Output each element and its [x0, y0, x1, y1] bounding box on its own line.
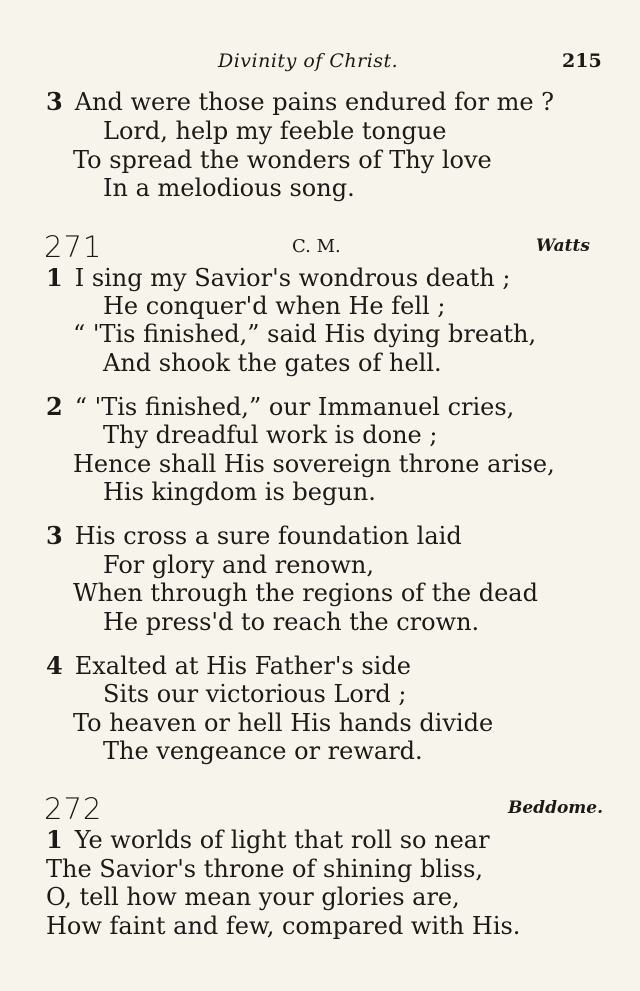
- verse-line: Sits our victorious Lord ;: [103, 680, 407, 708]
- verse-line: The vengeance or reward.: [103, 737, 423, 765]
- verse-line-text: Exalted at His Father's side: [74, 652, 411, 680]
- verse-line-text: And were those pains endured for me ?: [74, 88, 555, 116]
- verse-line-text: His cross a sure foundation laid: [74, 522, 462, 550]
- verse-number: 1: [46, 263, 63, 292]
- verse-number: 1: [46, 825, 63, 854]
- verse-line: The Savior's throne of shining bliss,: [46, 855, 484, 883]
- verse-line: He conquer'd when He fell ;: [103, 292, 446, 320]
- running-title: Divinity of Christ.: [218, 50, 399, 72]
- verse-line: He press'd to reach the crown.: [103, 608, 480, 636]
- verse-line: In a melodious song.: [103, 174, 355, 202]
- hymn-number: 271: [44, 230, 103, 264]
- verse-line: When through the regions of the dead: [73, 579, 538, 607]
- verse-line-text: I sing my Savior's wondrous death ;: [74, 264, 511, 292]
- running-head: [0, 50, 640, 76]
- verse-line: O, tell how mean your glories are,: [46, 883, 460, 911]
- verse-line: Hence shall His sovereign throne arise,: [73, 450, 555, 478]
- verse-line: [46, 393, 514, 421]
- hymn-header: [0, 792, 640, 826]
- verse-line: To spread the wonders of Thy love: [73, 146, 492, 174]
- verse-number: 2: [46, 392, 63, 421]
- hymn-meter: C. M.: [292, 236, 341, 257]
- verse-line: Thy dreadful work is done ;: [103, 421, 438, 449]
- verse-line: His kingdom is begun.: [103, 478, 376, 506]
- verse-line: [46, 522, 462, 550]
- verse-line: [46, 826, 490, 854]
- verse-number: 3: [46, 87, 63, 116]
- verse-line: For glory and renown,: [103, 551, 375, 579]
- hymn-number: 272: [44, 792, 103, 826]
- verse-line: [46, 652, 411, 680]
- verse-number: 3: [46, 521, 63, 550]
- hymn-header: [0, 230, 640, 264]
- hymn-author: Beddome.: [508, 798, 604, 818]
- verse-number: 4: [46, 651, 63, 680]
- verse-line-text: “ 'Tis finished,” our Immanuel cries,: [74, 393, 515, 421]
- verse-line: [46, 88, 554, 116]
- verse-line: Lord, help my feeble tongue: [103, 117, 447, 145]
- page-number: 215: [562, 50, 602, 72]
- verse-line: To heaven or hell His hands divide: [73, 709, 494, 737]
- verse-line: “ 'Tis finished,” said His dying breath,: [73, 320, 537, 348]
- verse-line: And shook the gates of hell.: [103, 349, 442, 377]
- hymn-author: Watts: [536, 236, 590, 256]
- verse-line: [46, 264, 510, 292]
- verse-line-text: Ye worlds of light that roll so near: [74, 826, 490, 854]
- verse-line: How faint and few, compared with His.: [46, 912, 521, 940]
